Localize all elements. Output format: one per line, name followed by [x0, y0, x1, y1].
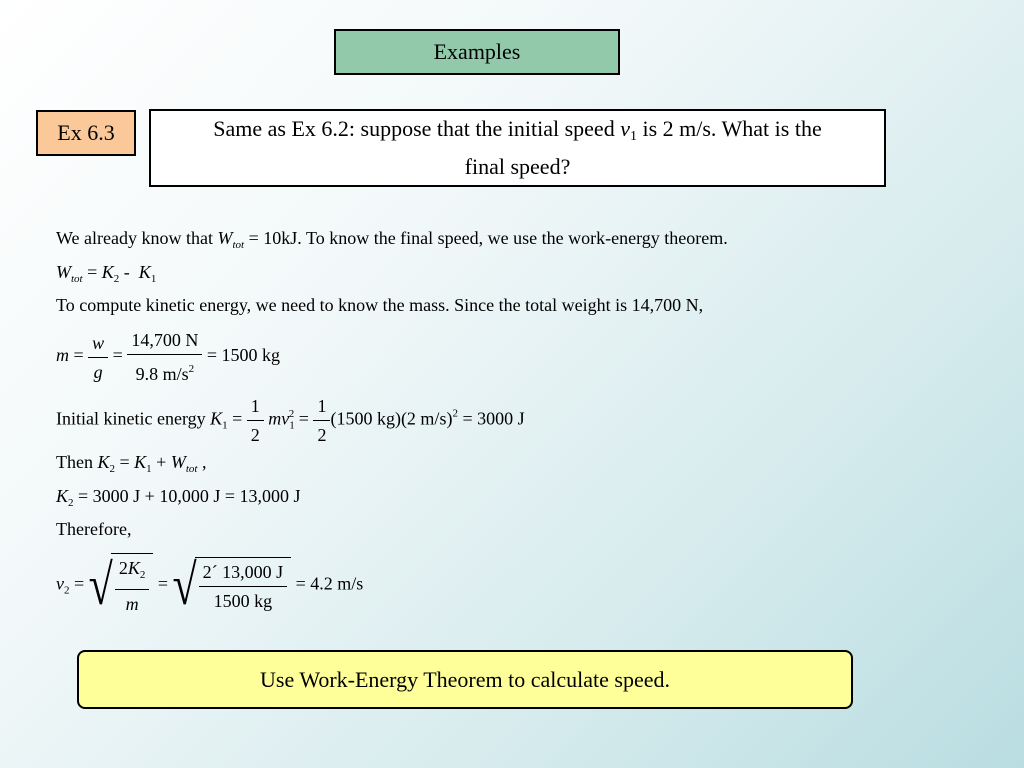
known-work-line: We already know that $W_{tot} = 10kJ$. To know the final speed, we use the work-energy theorem.: [56, 228, 728, 251]
radical-2: √ $\frac{2´ 13,000 J}{1500 kg}$: [172, 557, 291, 615]
half-num-1: 1: [247, 392, 264, 421]
question-text-post: is 2 m/s. What is the: [636, 116, 822, 141]
speed-numerator: 2´ 13,000 J: [199, 558, 288, 587]
initial-ke-result: = 3000 J: [462, 408, 525, 429]
mass-intro-line: To compute kinetic energy, we need to know the mass. Since the total weight is 14,700 N,: [56, 295, 704, 315]
initial-ke-label: Initial kinetic energy: [56, 408, 211, 429]
summary-note: Use Work-Energy Theorem to calculate speed.: [77, 650, 853, 709]
known-work-value: = 10kJ. To know the final speed, we use the work-energy theorem.: [248, 228, 728, 248]
final-ke-sum: = 3000 J + 10,000 J = 13,000 J: [78, 486, 301, 506]
gravity-value: 9.8 m/s: [135, 364, 189, 384]
half-den-1: 2: [250, 425, 260, 445]
speed-denominator: 1500 kg: [213, 590, 273, 611]
question-text: Same as Ex 6.2: suppose that the initial speed: [213, 116, 621, 141]
final-speed-equation: $v_2$ = √ $\frac{2K_2}{m}$ = √ $\frac{2´ 13,000 J}{1500 kg}$ = 4.2 m/s: [56, 553, 364, 617]
work-energy-theorem-line: $W_{tot} = K_2 - K_1$: [56, 262, 157, 285]
final-ke-definition: Then $K_2 = K_1 + W_{tot}$ ,: [56, 452, 207, 475]
initial-ke-equation: Initial kinetic energy $K_1$ = $\frac{1}{2}$ $mv_1^2$ = $\frac{1}{2}$ (1500 kg)(2 m/s)$^2$ = 3000 J: [56, 392, 525, 449]
mass-frac-num: w: [92, 332, 105, 353]
final-speed-result: = 4.2 m/s: [295, 573, 364, 594]
final-ke-value: $K_2 = 3000$ J + 10,000 J = 13,000 J: [56, 486, 301, 509]
question-var-sub: 1: [629, 129, 637, 144]
then-label: Then: [56, 452, 98, 472]
therefore-line: Therefore,: [56, 519, 132, 539]
mass-equation: m = $\frac{w}{g}$ = $\frac{14,700 N}{9.8 m/s^2}$ = 1500 kg: [56, 326, 280, 388]
half-num-2: 1: [313, 392, 330, 421]
question-line2: final speed?: [464, 154, 571, 179]
known-work-text: We already know that: [56, 228, 218, 248]
mass-frac-den: g: [93, 361, 103, 382]
example-label: Ex 6.3: [36, 110, 136, 156]
question-var: v: [620, 116, 630, 141]
weight-value: 14,700 N: [127, 326, 202, 355]
radical-1: √ $\frac{2K_2}{m}$: [89, 553, 154, 618]
mass-result: = 1500 kg: [206, 345, 280, 366]
slide-title: Examples: [334, 29, 620, 75]
half-den-2: 2: [317, 425, 327, 445]
question-box: [149, 109, 886, 187]
initial-ke-substitution: (1500 kg)(2 m/s): [330, 408, 453, 429]
